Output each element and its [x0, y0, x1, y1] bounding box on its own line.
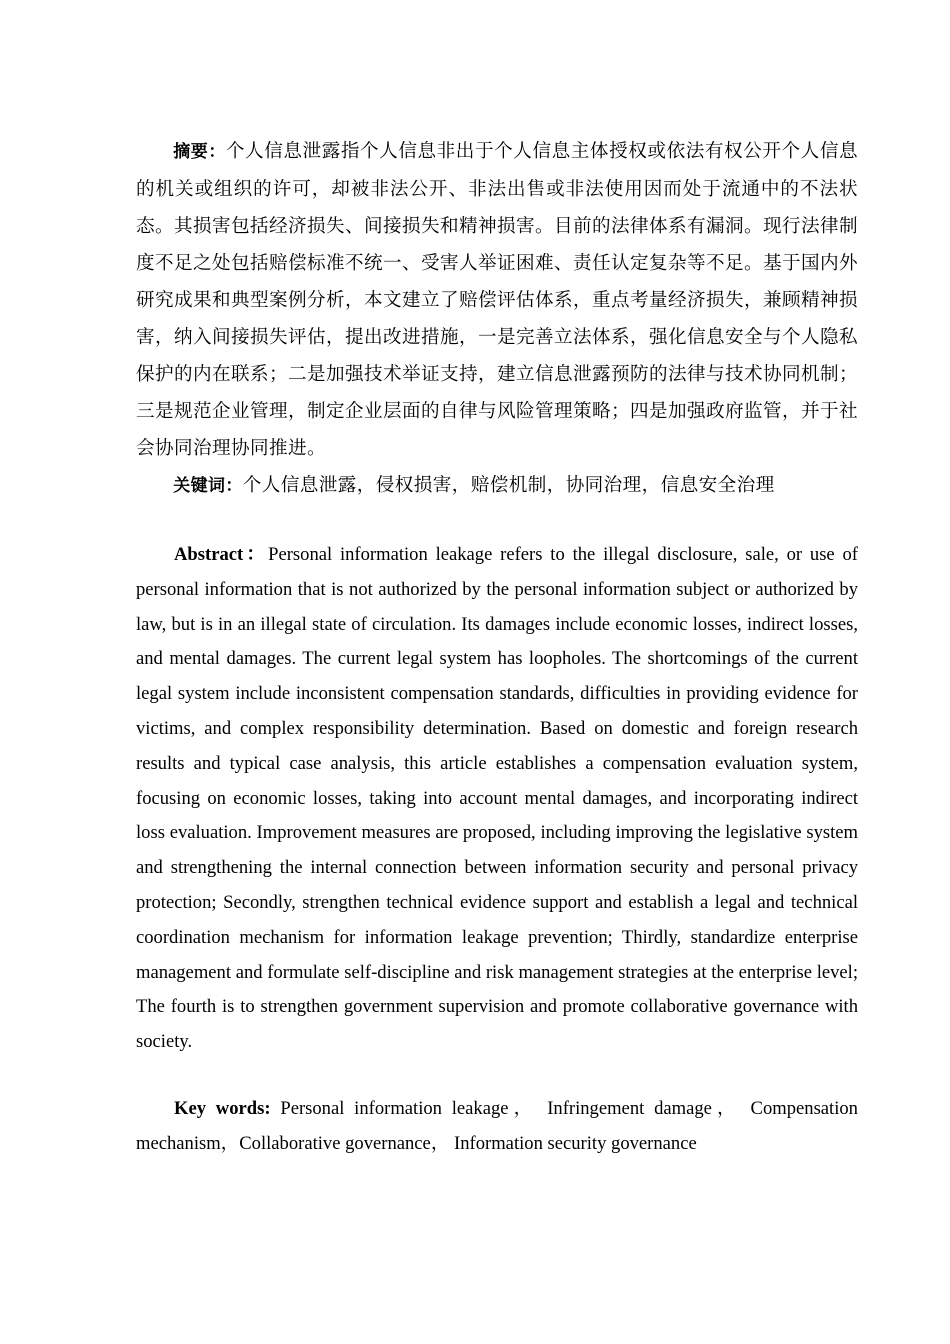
chinese-keywords-text: 个人信息泄露，侵权损害，赔偿机制，协同治理，信息安全治理 — [242, 475, 775, 496]
english-keywords-label: Key words: — [174, 1098, 271, 1119]
english-abstract-text: Personal information leakage refers to the illegal disclosure, sale, or use of personal information that is not authorized by the personal information subject or authorized by law, but is in an illegal state of circulation. Its damages include economic losses, indirect losses, and mental damages. The current legal system has loopholes. The shortcomings of the current legal system include inconsistent compensation standards, difficulties in providing evidence for victims, and complex responsibility determination. Based on domestic and foreign research results and typical case analysis, this article establishes a compensation evaluation system, focusing on economic losses, taking into account mental damages, and incorporating indirect loss evaluation. Improvement measures are proposed, including improving the legislative system and strengthening the internal connection between information security and personal privacy protection; Secondly, strengthen technical evidence support and establish a legal and technical coordination mechanism for information leakage prevention; Thirdly, standardize enterprise management and formulate self-discipline and risk management strategies at the enterprise level; The fourth is to strengthen government supervision and promote collaborative governance with society. — [136, 544, 858, 1053]
english-keywords-text: Personal information leakage， Infringement damage， Compensation mechanism，Collaborative governance， Information security governance — [136, 1098, 858, 1154]
chinese-abstract-text: 个人信息泄露指个人信息非出于个人信息主体授权或依法有权公开个人信息的机关或组织的许可，却被非法公开、非法出售或非法使用因而处于流通中的不法状态。其损害包括经济损失、间接损失和精神损害。目前的法律体系有漏洞。现行法律制度不足之处包括赔偿标准不统一、受害人举证困难、责任认定复杂等不足。基于国内外研究成果和典型案例分析，本文建立了赔偿评估体系，重点考量经济损失，兼顾精神损害，纳入间接损失评估，提出改进措施，一是完善立法体系，强化信息安全与个人隐私保护的内在联系；二是加强技术举证支持，建立信息泄露预防的法律与技术协同机制；三是规范企业管理，制定企业层面的自律与风险管理策略；四是加强政府监管，并于社会协同治理协同推进。 — [136, 141, 858, 459]
chinese-abstract-label: 摘要： — [173, 142, 226, 162]
chinese-keywords-label: 关键词： — [173, 476, 243, 496]
english-keywords-paragraph — [136, 1092, 858, 1162]
english-keywords-section — [136, 1092, 858, 1162]
chinese-abstract-section — [136, 133, 858, 505]
english-abstract-label: Abstract： — [174, 544, 269, 565]
english-abstract-section — [136, 538, 858, 1060]
chinese-keywords-paragraph — [136, 467, 858, 505]
english-abstract-paragraph — [136, 538, 858, 1060]
chinese-abstract-paragraph — [136, 133, 858, 467]
